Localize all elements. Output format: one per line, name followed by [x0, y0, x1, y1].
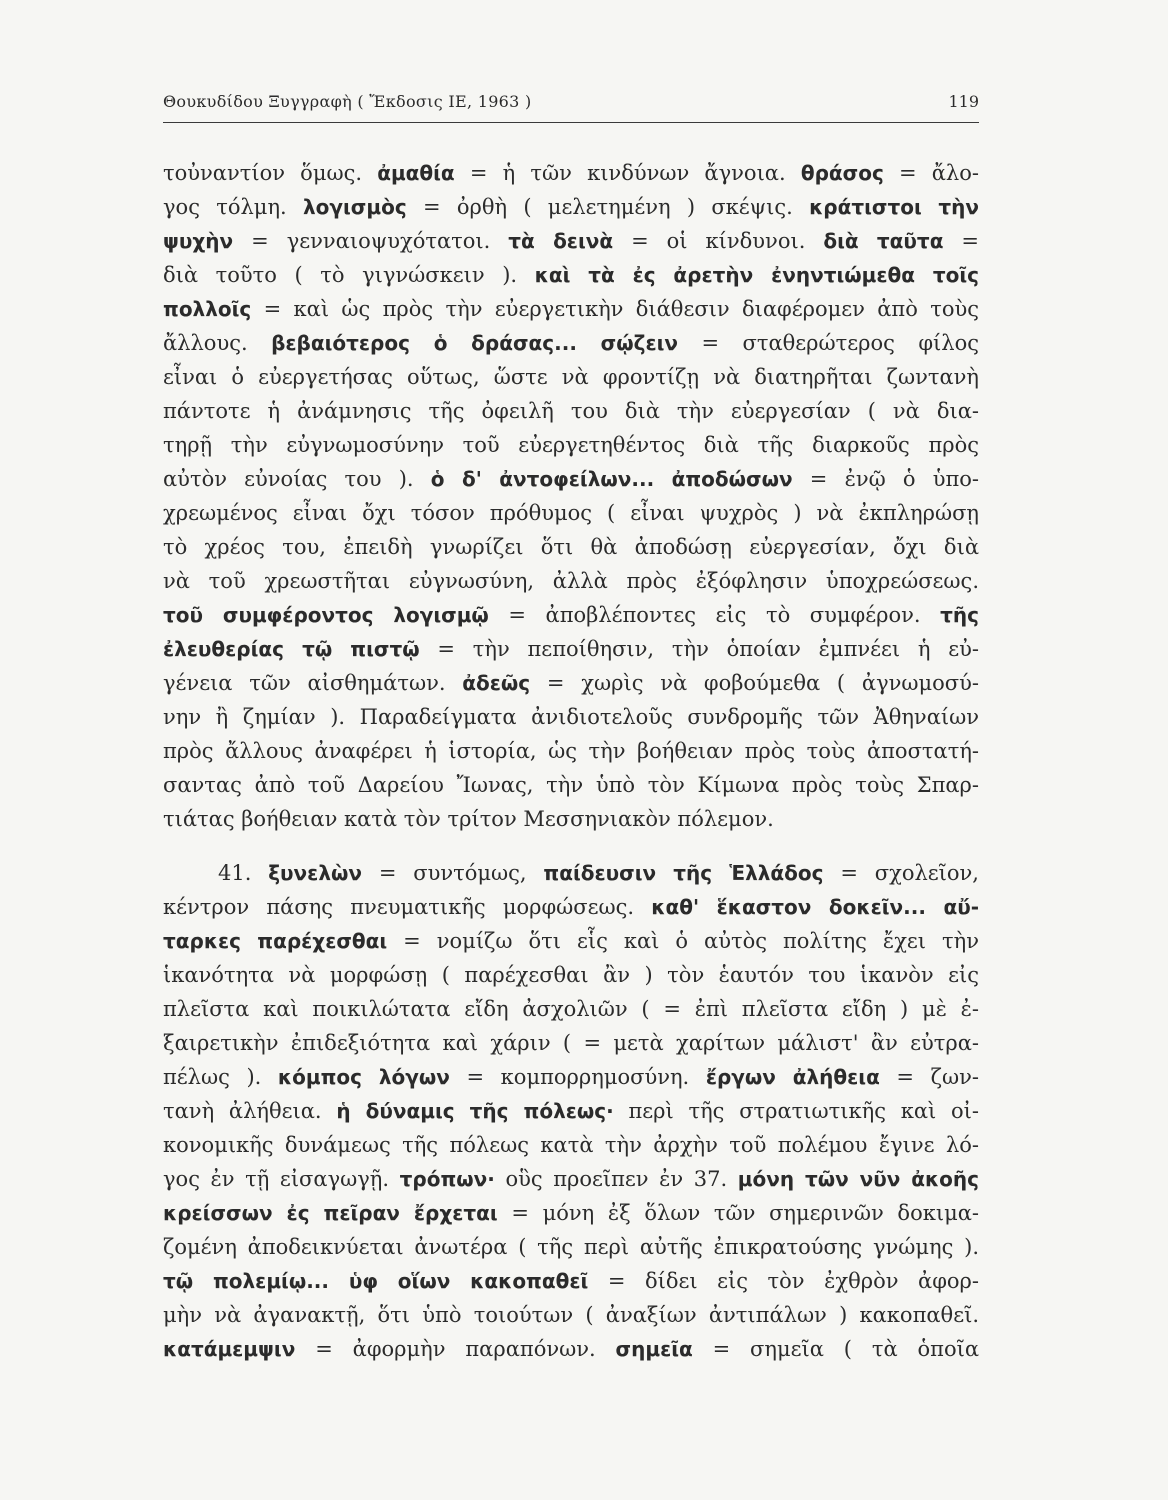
paragraph-40-commentary	[163, 156, 979, 836]
gloss: = τὴν πεποίθησιν, τὴν ὁποίαν ἐμπνέει ἡ εὐ-	[419, 637, 979, 661]
lemma: κόμπος λόγων	[277, 1065, 450, 1089]
gloss: τὸ χρέος του, ἐπειδὴ γνωρίζει ὅτι θὰ ἀποδώσῃ εὐεργεσίαν, ὄχι διὰ	[163, 535, 979, 559]
lemma: κράτιστοι τὴν	[809, 195, 979, 219]
text-line	[163, 958, 979, 992]
gloss: γος τόλμη.	[163, 195, 303, 219]
gloss: = σταθερώτερος φίλος	[678, 331, 979, 355]
gloss: = ἀφορμὴν παραπόνων.	[295, 1337, 616, 1361]
text-line	[163, 1332, 979, 1366]
lemma: σημεῖα	[615, 1337, 693, 1361]
gloss: 41.	[218, 861, 269, 885]
text-line	[163, 564, 979, 598]
lemma: μόνη τῶν νῦν ἀκοῆς	[737, 1167, 979, 1191]
gloss: ἄλλους.	[163, 331, 272, 355]
text-line	[163, 1264, 979, 1298]
text-line	[163, 802, 979, 836]
text-line	[163, 924, 979, 958]
text-line	[163, 1026, 979, 1060]
lemma: τρόπων·	[399, 1167, 495, 1191]
gloss: γένεια τῶν αἰσθημάτων.	[163, 671, 463, 695]
text-line	[163, 1298, 979, 1332]
text-line	[163, 496, 979, 530]
gloss: μὴν νὰ ἀγανακτῇ, ὅτι ὑπὸ τοιούτων ( ἀναξίων ἀντιπάλων ) κακοπαθεῖ.	[163, 1303, 979, 1327]
gloss: = γενναιοψυχότατοι.	[233, 229, 509, 253]
text-line	[163, 224, 979, 258]
text-line	[163, 1196, 979, 1230]
gloss: = ἐνῷ ὁ ὑπο-	[792, 467, 979, 491]
lemma: βεβαιότερος ὁ δράσας... σῴζειν	[271, 331, 679, 355]
text-line	[163, 1128, 979, 1162]
gloss: = σημεῖα ( τὰ ὁποῖα	[692, 1337, 979, 1361]
gloss: γος ἐν τῇ εἰσαγωγῇ.	[163, 1167, 400, 1191]
gloss: τιάτας βοήθειαν κατὰ τὸν τρίτον Μεσσηνιακὸν πόλεμον.	[163, 807, 774, 831]
lemma: ἔργων ἀλήθεια	[705, 1065, 880, 1089]
gloss: = δίδει εἰς τὸν ἐχθρὸν ἀφορ-	[588, 1269, 979, 1293]
lemma: ἀμαθία	[377, 161, 455, 185]
text-line	[163, 992, 979, 1026]
gloss: τοὐναντίον ὅμως.	[163, 161, 378, 185]
text-line	[163, 1094, 979, 1128]
text-line	[163, 360, 979, 394]
lemma: τὰ δεινὰ	[508, 229, 614, 253]
lemma: ἡ δύναμις τῆς πόλεως·	[336, 1099, 614, 1123]
text-line	[163, 666, 979, 700]
gloss: αὐτὸν εὐνοίας του ).	[163, 467, 431, 491]
lemma: τῷ πολεμίῳ... ὑφ οἵων κακοπαθεῖ	[163, 1269, 589, 1293]
lemma: κρείσσων ἐς πεῖραν ἔρχεται	[163, 1201, 498, 1225]
lemma: καὶ τὰ ἐς ἀρετὴν ἐνηντιώμεθα τοῖς	[534, 263, 979, 287]
text-line	[163, 768, 979, 802]
lemma: λογισμὸς	[302, 195, 407, 219]
text-line	[163, 734, 979, 768]
lemma: τῆς	[940, 603, 979, 627]
text-line	[163, 428, 979, 462]
gloss: = ἀποβλέποντες εἰς τὸ συμφέρον.	[488, 603, 941, 627]
text-line	[163, 598, 979, 632]
text-line	[163, 700, 979, 734]
text-line	[163, 890, 979, 924]
text-line	[163, 856, 979, 890]
paragraph-41-commentary	[163, 856, 979, 1366]
gloss: πέλως ).	[163, 1065, 278, 1089]
text-line	[163, 258, 979, 292]
gloss: κέντρον πάσης πνευματικῆς μορφώσεως.	[163, 895, 652, 919]
text-line	[163, 394, 979, 428]
gloss: = χωρὶς νὰ φοβούμεθα ( ἀγνωμοσύ-	[530, 671, 979, 695]
gloss: περὶ τῆς στρατιωτικῆς καὶ οἰ-	[613, 1099, 979, 1123]
text-line	[163, 530, 979, 564]
lemma: πολλοῖς	[163, 297, 252, 321]
gloss: ἱκανότητα νὰ μορφώσῃ ( παρέχεσθαι ἂν ) τὸν ἑαυτόν του ἱκανὸν εἰς	[163, 963, 979, 987]
gloss: χρεωμένος εἶναι ὄχι τόσον πρόθυμος ( εἶναι ψυχρὸς ) νὰ ἐκπληρώσῃ	[163, 501, 979, 525]
text-line	[163, 1230, 979, 1264]
lemma: ἐλευθερίας τῷ πιστῷ	[163, 637, 420, 661]
lemma: ὁ δ' ἀντοφείλων... ἀποδώσων	[430, 467, 793, 491]
text-line	[163, 1162, 979, 1196]
text-line	[163, 632, 979, 666]
gloss: = καὶ ὡς πρὸς τὴν εὐεργετικὴν διάθεσιν διαφέρομεν ἀπὸ τοὺς	[251, 297, 979, 321]
gloss: = ζων-	[879, 1065, 979, 1089]
gloss: = οἱ κίνδυνοι.	[613, 229, 824, 253]
lemma: κατάμεμψιν	[163, 1337, 296, 1361]
gloss: πλεῖστα καὶ ποικιλώτατα εἴδη ἀσχολιῶν ( = ἐπὶ πλεῖστα εἴδη ) μὲ ἐ-	[163, 997, 979, 1021]
gloss: ζομένη ἀποδεικνύεται ἀνωτέρα ( τῆς περὶ αὐτῆς ἐπικρατούσης γνώμης ).	[163, 1235, 979, 1259]
gloss: τηρῇ τὴν εὐγνωμοσύνην τοῦ εὐεργετηθέντος διὰ τῆς διαρκοῦς πρὸς	[163, 433, 979, 457]
lemma: παίδευσιν τῆς Ἑλλάδος	[543, 861, 824, 885]
gloss: = ὀρθὴ ( μελετημένη ) σκέψις.	[406, 195, 810, 219]
page-number: 119	[948, 92, 979, 111]
gloss: νην ἢ ζημίαν ). Παραδείγματα ἀνιδιοτελοῦς συνδρομῆς τῶν Ἀθηναίων	[163, 705, 979, 729]
running-title: Θουκυδίδου Ξυγγραφὴ ( Ἔκδοσις ΙΕ, 1963 )	[163, 92, 532, 111]
text-line	[163, 156, 979, 190]
lemma: διὰ ταῦτα	[823, 229, 944, 253]
gloss: = νομίζω ὅτι εἷς καὶ ὁ αὐτὸς πολίτης ἔχει τὴν	[387, 929, 979, 953]
gloss: = μόνη ἐξ ὅλων τῶν σημερινῶν δοκιμα-	[497, 1201, 979, 1225]
text-line	[163, 1060, 979, 1094]
gloss: οὓς προεῖπεν ἐν 37.	[494, 1167, 738, 1191]
gloss: = σχολεῖον,	[823, 861, 979, 885]
gloss: = ἄλο-	[883, 161, 979, 185]
text-line	[163, 326, 979, 360]
gloss: = ἡ τῶν κινδύνων ἄγνοια.	[454, 161, 801, 185]
lemma: ξυνελὼν	[268, 861, 362, 885]
running-header	[163, 88, 979, 123]
gloss: = συντόμως,	[361, 861, 544, 885]
gloss: εἶναι ὁ εὐεργετήσας οὕτως, ὥστε νὰ φροντίζῃ νὰ διατηρῆται ζωντανὴ	[163, 365, 979, 389]
lemma: θράσος	[800, 161, 884, 185]
text-line	[163, 292, 979, 326]
lemma: ἀδεῶς	[462, 671, 531, 695]
lemma: καθ' ἕκαστον δοκεῖν... αὔ-	[651, 895, 979, 919]
text-line	[163, 190, 979, 224]
gloss: κονομικῆς δυνάμεως τῆς πόλεως κατὰ τὴν ἀρχὴν τοῦ πολέμου ἔγινε λό-	[163, 1133, 979, 1157]
gloss: πρὸς ἄλλους ἀναφέρει ἡ ἱστορία, ὡς τὴν βοήθειαν πρὸς τοὺς ἀποστατή-	[163, 739, 979, 763]
lemma: ταρκες παρέχεσθαι	[163, 929, 388, 953]
gloss: =	[943, 229, 979, 253]
text-line	[163, 462, 979, 496]
gloss: νὰ τοῦ χρεωστῆται εὐγνωσύνη, ἀλλὰ πρὸς ἐξόφλησιν ὑποχρεώσεως.	[163, 569, 979, 593]
gloss: = κομπορρημοσύνη.	[449, 1065, 706, 1089]
lemma: τοῦ συμφέροντος λογισμῷ	[163, 603, 489, 627]
lemma: ψυχὴν	[163, 229, 234, 253]
gloss: σαντας ἀπὸ τοῦ Δαρείου Ἴωνας, τὴν ὑπὸ τὸν Κίμωνα πρὸς τοὺς Σπαρ-	[163, 773, 979, 797]
gloss: ξαιρετικὴν ἐπιδεξιότητα καὶ χάριν ( = μετὰ χαρίτων μάλιστ' ἂν εὐτρα-	[163, 1031, 979, 1055]
gloss: διὰ τοῦτο ( τὸ γιγνώσκειν ).	[163, 263, 535, 287]
gloss: τανὴ ἀλήθεια.	[163, 1099, 337, 1123]
gloss: πάντοτε ἡ ἀνάμνησις τῆς ὀφειλῆ του διὰ τὴν εὐεργεσίαν ( νὰ δια-	[163, 399, 979, 423]
commentary-body	[163, 156, 979, 1366]
